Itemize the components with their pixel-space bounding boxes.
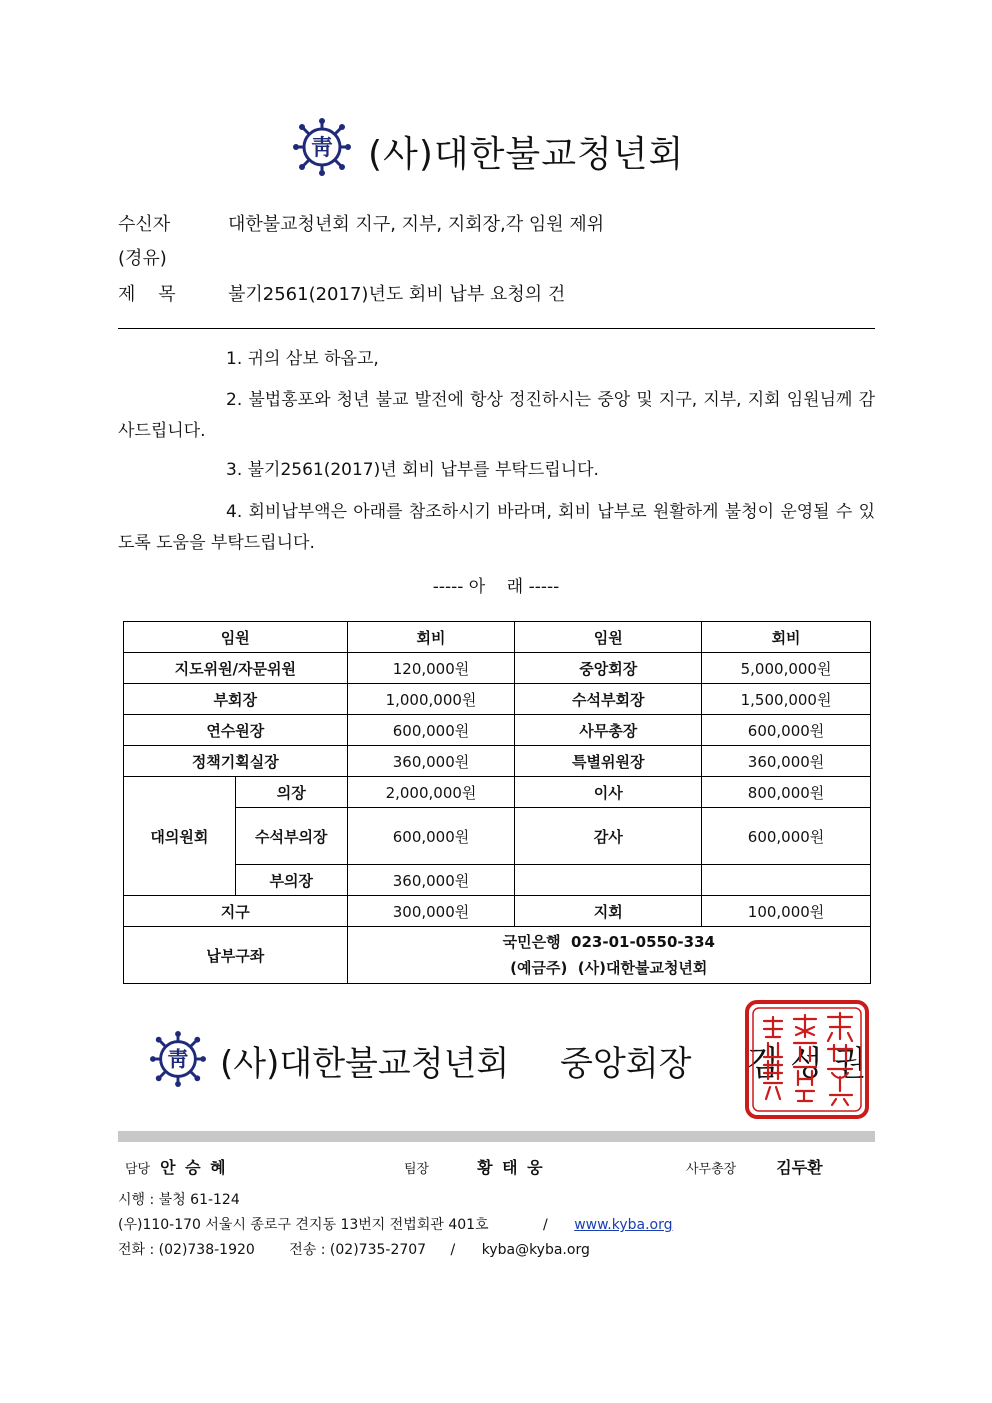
position-cell: 특별위원장 xyxy=(515,746,702,777)
org-logo-icon xyxy=(293,118,351,176)
via-label: (경유) xyxy=(118,248,167,269)
below-heading: ----- 아 래 ----- xyxy=(432,577,560,597)
contact-line xyxy=(118,1239,590,1259)
fee-cell: 360,000원 xyxy=(702,746,871,777)
council-label-cell: 대의원회 xyxy=(124,777,236,896)
position-cell: 정책기획실장 xyxy=(124,746,348,777)
position-cell: 수석부회장 xyxy=(515,684,702,715)
address-line xyxy=(118,1214,673,1234)
svg-text:靑: 靑 xyxy=(310,135,334,161)
paragraph-1 xyxy=(118,344,875,375)
website-link[interactable]: www.kyba.org xyxy=(574,1217,673,1233)
empty-cell xyxy=(515,865,702,896)
svg-text:靑: 靑 xyxy=(167,1047,189,1073)
account-label-cell: 납부구좌 xyxy=(124,927,348,984)
position-cell: 지회 xyxy=(515,896,702,927)
staff-team-lead xyxy=(404,1155,545,1178)
header-cell: 회비 xyxy=(347,622,515,653)
fee-cell: 1,500,000원 xyxy=(702,684,871,715)
address-separator: / xyxy=(543,1217,548,1233)
staff-role: 사무총장 xyxy=(686,1162,737,1177)
fee-table xyxy=(123,621,871,984)
fee-cell: 300,000원 xyxy=(347,896,515,927)
staff-secretary-general xyxy=(686,1155,823,1178)
table-row xyxy=(124,808,871,865)
recipient-label: 수신자 xyxy=(118,214,171,235)
signature-name: 김 성 권 xyxy=(746,1044,867,1084)
table-row xyxy=(124,715,871,746)
fee-cell: 600,000원 xyxy=(347,715,515,746)
position-cell: 연수원장 xyxy=(124,715,348,746)
staff-name: 황 태 웅 xyxy=(477,1158,545,1177)
email: kyba@kyba.org xyxy=(481,1242,590,1258)
paragraph-4-text: 4. 회비납부액은 아래를 참조하시기 바라며, 회비 납부로 원활하게 불청이 운영될 수 있도록 도움을 부탁드립니다. xyxy=(118,502,875,553)
table-row xyxy=(124,653,871,684)
header-cell: 회비 xyxy=(702,622,871,653)
staff-in-charge xyxy=(125,1155,228,1178)
position-cell: 부회장 xyxy=(124,684,348,715)
table-row xyxy=(124,896,871,927)
signature-position: 중앙회장 xyxy=(560,1044,692,1084)
fee-cell: 100,000원 xyxy=(702,896,871,927)
position-cell: 수석부의장 xyxy=(235,808,347,865)
position-cell: 이사 xyxy=(515,777,702,808)
table-header-row xyxy=(124,622,871,653)
table-row xyxy=(124,927,871,984)
phone: 전화 : (02)738-1920 xyxy=(118,1242,255,1258)
org-title: (사)대한불교청년회 xyxy=(368,134,685,175)
staff-name: 안 승 혜 xyxy=(160,1158,228,1177)
subject-label: 제 목 xyxy=(118,284,176,305)
recipient-value: 대한불교청년회 지구, 지부, 지회장,각 임원 제위 xyxy=(228,214,605,235)
staff-role: 담당 xyxy=(125,1162,151,1177)
paragraph-1-text: 1. 귀의 삼보 하옵고, xyxy=(226,349,379,369)
footer-divider xyxy=(118,1131,875,1142)
fee-cell: 360,000원 xyxy=(347,865,515,896)
fee-cell: 360,000원 xyxy=(347,746,515,777)
org-logo-icon xyxy=(150,1031,206,1087)
recipient-line xyxy=(118,210,604,236)
account-line-1: 국민은행 023-01-0550-334 xyxy=(502,933,715,951)
paragraph-2-text: 2. 불법홍포와 청년 불교 발전에 항상 정진하시는 중앙 및 지구, 지부, 지회 임원님께 감사드립니다. xyxy=(118,390,875,441)
position-cell: 부의장 xyxy=(235,865,347,896)
fee-cell: 600,000원 xyxy=(702,715,871,746)
paragraph-2 xyxy=(118,385,875,447)
staff-name: 김두환 xyxy=(776,1158,823,1177)
fee-cell: 5,000,000원 xyxy=(702,653,871,684)
position-cell: 감사 xyxy=(515,808,702,865)
paragraph-4 xyxy=(118,497,875,559)
fee-cell: 600,000원 xyxy=(702,808,871,865)
paragraph-3-text: 3. 불기2561(2017)년 회비 납부를 부탁드립니다. xyxy=(226,460,599,480)
paragraph-3 xyxy=(118,455,875,486)
doc-number: 시행 : 불청 61-124 xyxy=(118,1192,240,1208)
account-cell xyxy=(347,927,870,984)
official-seal-icon xyxy=(744,999,870,1120)
signature-org: (사)대한불교청년회 xyxy=(220,1044,510,1084)
divider xyxy=(118,328,875,329)
account-line-2: (예금주) (사)대한불교청년회 xyxy=(510,959,708,977)
position-cell: 중앙회장 xyxy=(515,653,702,684)
header-cell: 임원 xyxy=(515,622,702,653)
position-cell: 지구 xyxy=(124,896,348,927)
fee-cell: 600,000원 xyxy=(347,808,515,865)
position-cell: 지도위원/자문위원 xyxy=(124,653,348,684)
position-cell: 의장 xyxy=(235,777,347,808)
header-cell: 임원 xyxy=(124,622,348,653)
subject-value: 불기2561(2017)년도 회비 납부 요청의 건 xyxy=(228,284,566,305)
contact-separator: / xyxy=(450,1242,456,1258)
fax: 전송 : (02)735-2707 xyxy=(289,1242,427,1258)
address: (우)110-170 서울시 종로구 견지동 13번지 전법회관 401호 xyxy=(118,1217,489,1233)
fee-cell: 2,000,000원 xyxy=(347,777,515,808)
table-row xyxy=(124,865,871,896)
subject-line xyxy=(118,280,565,306)
position-cell: 사무총장 xyxy=(515,715,702,746)
table-row xyxy=(124,684,871,715)
staff-role: 팀장 xyxy=(404,1162,430,1177)
fee-cell: 800,000원 xyxy=(702,777,871,808)
empty-cell xyxy=(702,865,871,896)
fee-cell: 1,000,000원 xyxy=(347,684,515,715)
via-line xyxy=(118,244,167,270)
fee-cell: 120,000원 xyxy=(347,653,515,684)
table-row xyxy=(124,746,871,777)
table-row xyxy=(124,777,871,808)
